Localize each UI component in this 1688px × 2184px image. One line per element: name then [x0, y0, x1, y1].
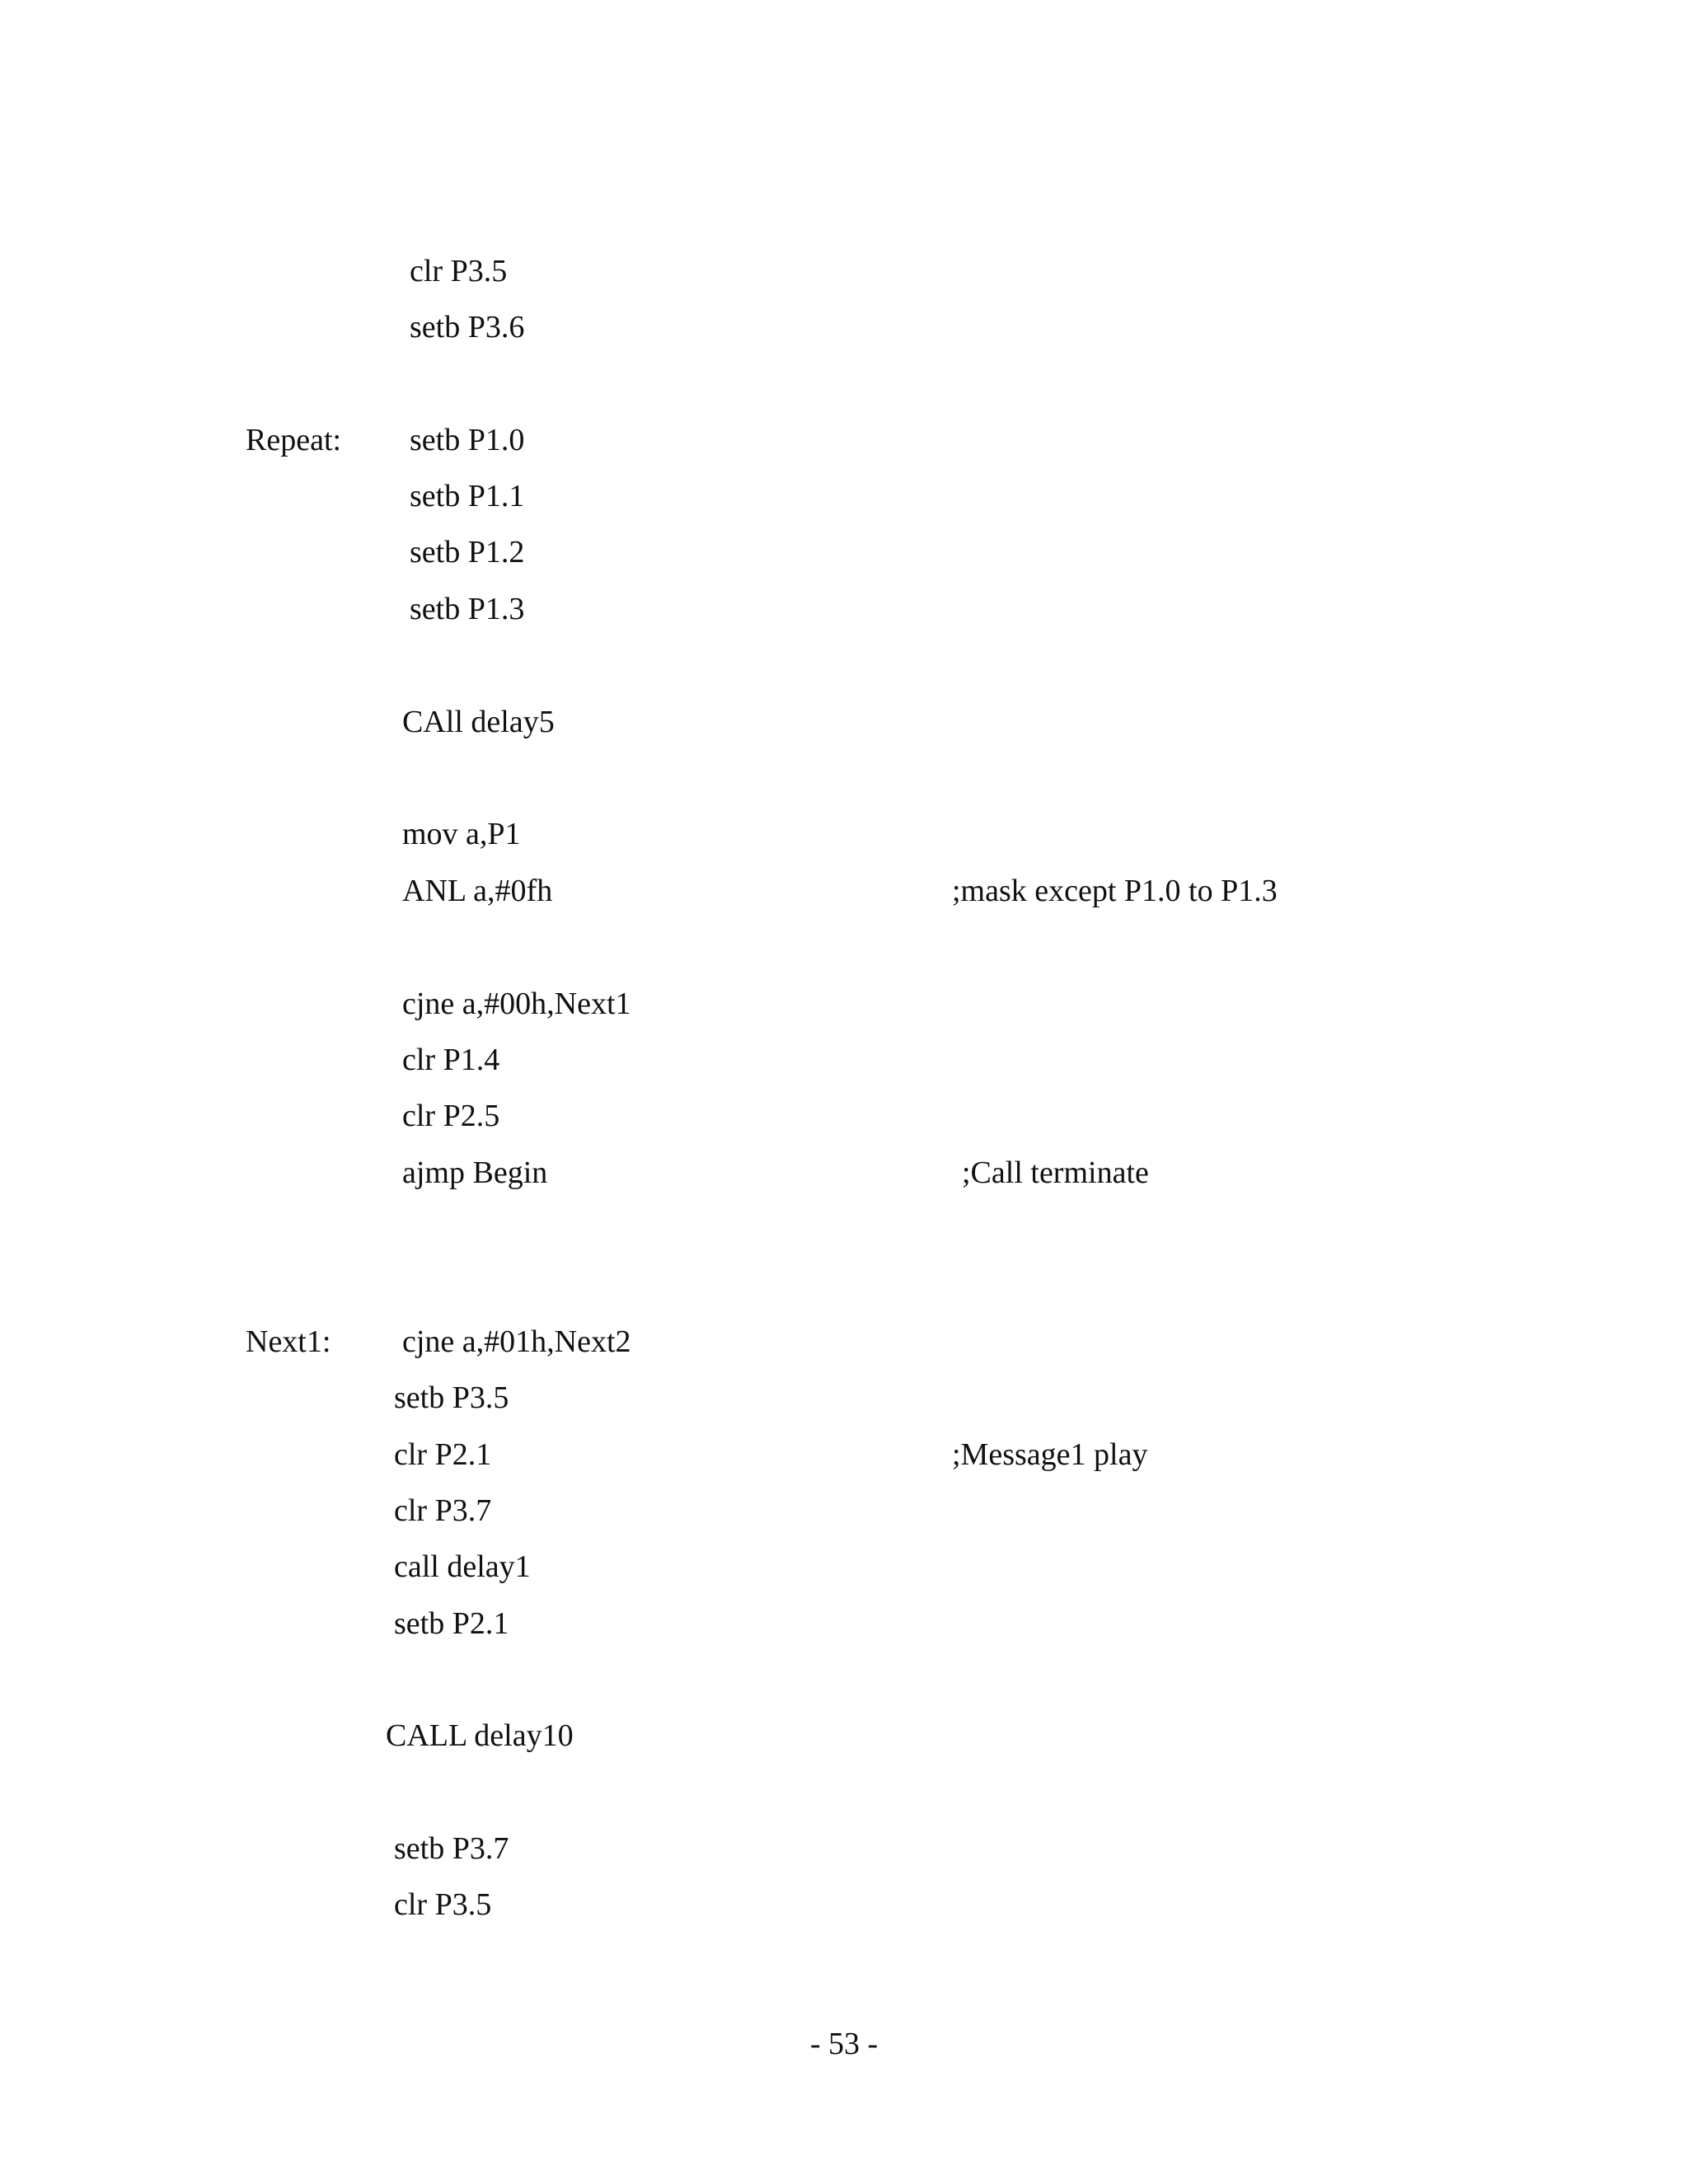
code-line: mov a,P1 [402, 817, 521, 851]
code-line: setb P1.2 [410, 535, 525, 569]
code-comment: ;Message1 play [952, 1437, 1148, 1472]
code-line: setb P1.1 [410, 479, 525, 513]
code-label-repeat: Repeat: [246, 423, 342, 457]
code-line: CALL delay10 [386, 1718, 574, 1753]
code-line: clr P3.7 [394, 1493, 492, 1528]
code-line: CAll delay5 [402, 705, 555, 739]
page-number: - 53 - [809, 2027, 879, 2061]
code-line: setb P1.0 [410, 423, 525, 457]
code-line: clr P1.4 [402, 1043, 500, 1077]
code-line: setb P2.1 [394, 1606, 509, 1641]
code-line: clr P2.5 [402, 1099, 500, 1133]
code-line: cjne a,#01h,Next2 [402, 1324, 631, 1359]
code-comment: ;Call terminate [962, 1155, 1149, 1190]
code-comment: ;mask except P1.0 to P1.3 [952, 874, 1278, 908]
code-line: setb P3.7 [394, 1831, 509, 1866]
code-line: clr P2.1 [394, 1437, 492, 1472]
code-line: clr P3.5 [410, 254, 508, 288]
code-line: clr P3.5 [394, 1887, 492, 1922]
code-line: ANL a,#0fh [402, 874, 553, 908]
code-line: setb P1.3 [410, 592, 525, 626]
code-line: call delay1 [394, 1549, 531, 1584]
code-line: cjne a,#00h,Next1 [402, 987, 631, 1021]
code-line: setb P3.5 [394, 1380, 509, 1415]
code-line: setb P3.6 [410, 310, 525, 344]
code-line: ajmp Begin [402, 1155, 548, 1190]
code-label-next1: Next1: [246, 1324, 331, 1359]
